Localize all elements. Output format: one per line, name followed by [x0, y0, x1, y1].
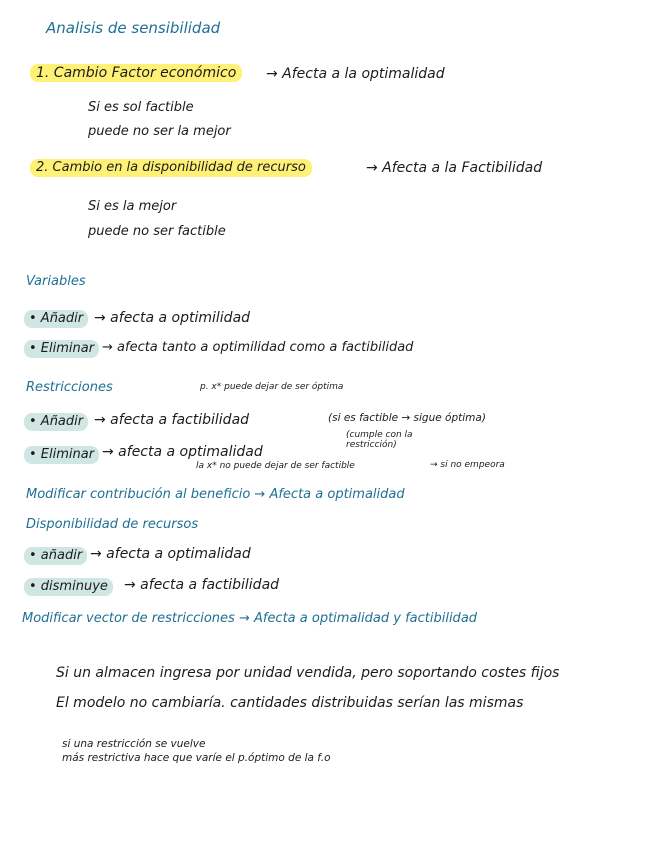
- item1-note2: puede no ser la mejor: [88, 124, 231, 139]
- restricciones-annot-cumple: (cumple con la restricción): [346, 430, 413, 450]
- item2-note1: Si es la mejor: [88, 199, 177, 214]
- variables-remove-effect: → afecta tanto a optimilidad como a factibilidad: [102, 340, 414, 355]
- footnote-line1: si una restricción se vuelve: [62, 738, 206, 750]
- variables-add-effect: → afecta a optimilidad: [94, 310, 251, 326]
- restricciones-remove-label: • Eliminar: [24, 446, 99, 464]
- restricciones-add-paren: (si es factible → sigue óptima): [328, 412, 486, 424]
- footnote-line2: más restrictiva hace que varíe el p.óptimo de la f.o: [62, 752, 331, 764]
- disponibilidad-add-label: • añadir: [24, 547, 87, 565]
- item2-label: 2. Cambio en la disponibilidad de recurso: [30, 159, 312, 177]
- variables-heading: Variables: [26, 274, 86, 289]
- item2-note2: puede no ser factible: [88, 224, 226, 239]
- page-title: Analisis de sensibilidad: [46, 19, 221, 37]
- restricciones-annot-bottom: la x* no puede dejar de ser factible: [196, 461, 355, 471]
- disponibilidad-heading: Disponibilidad de recursos: [26, 517, 199, 532]
- note-line1: Si un almacen ingresa por unidad vendida, pero soportando costes fijos: [56, 665, 560, 681]
- item2-effect: → Afecta a la Factibilidad: [366, 160, 543, 176]
- restricciones-add-label: • Añadir: [24, 413, 88, 431]
- restricciones-annot-top: p. x* puede dejar de ser óptima: [200, 382, 344, 392]
- variables-remove-label: • Eliminar: [24, 340, 99, 358]
- restricciones-add-effect: → afecta a factibilidad: [94, 412, 250, 428]
- item1-label: 1. Cambio Factor económico: [30, 64, 242, 82]
- restricciones-heading: Restricciones: [26, 380, 113, 395]
- disponibilidad-decrease-effect: → afecta a factibilidad: [124, 577, 280, 593]
- restricciones-remove-effect: → afecta a optimalidad: [102, 444, 263, 460]
- modificar-vector: Modificar vector de restricciones → Afecta a optimalidad y factibilidad: [22, 611, 478, 626]
- restricciones-annot-right: → si no empeora: [430, 460, 505, 470]
- variables-add-label: • Añadir: [24, 310, 88, 328]
- disponibilidad-add-effect: → afecta a optimalidad: [90, 546, 251, 562]
- disponibilidad-decrease-label: • disminuye: [24, 578, 113, 596]
- item1-note1: Si es sol factible: [88, 100, 194, 115]
- item1-effect: → Afecta a la optimalidad: [266, 66, 445, 82]
- note-line2: El modelo no cambiaría. cantidades distribuidas serían las mismas: [56, 695, 524, 711]
- modificar-contribucion: Modificar contribución al beneficio → Afecta a optimalidad: [26, 487, 405, 502]
